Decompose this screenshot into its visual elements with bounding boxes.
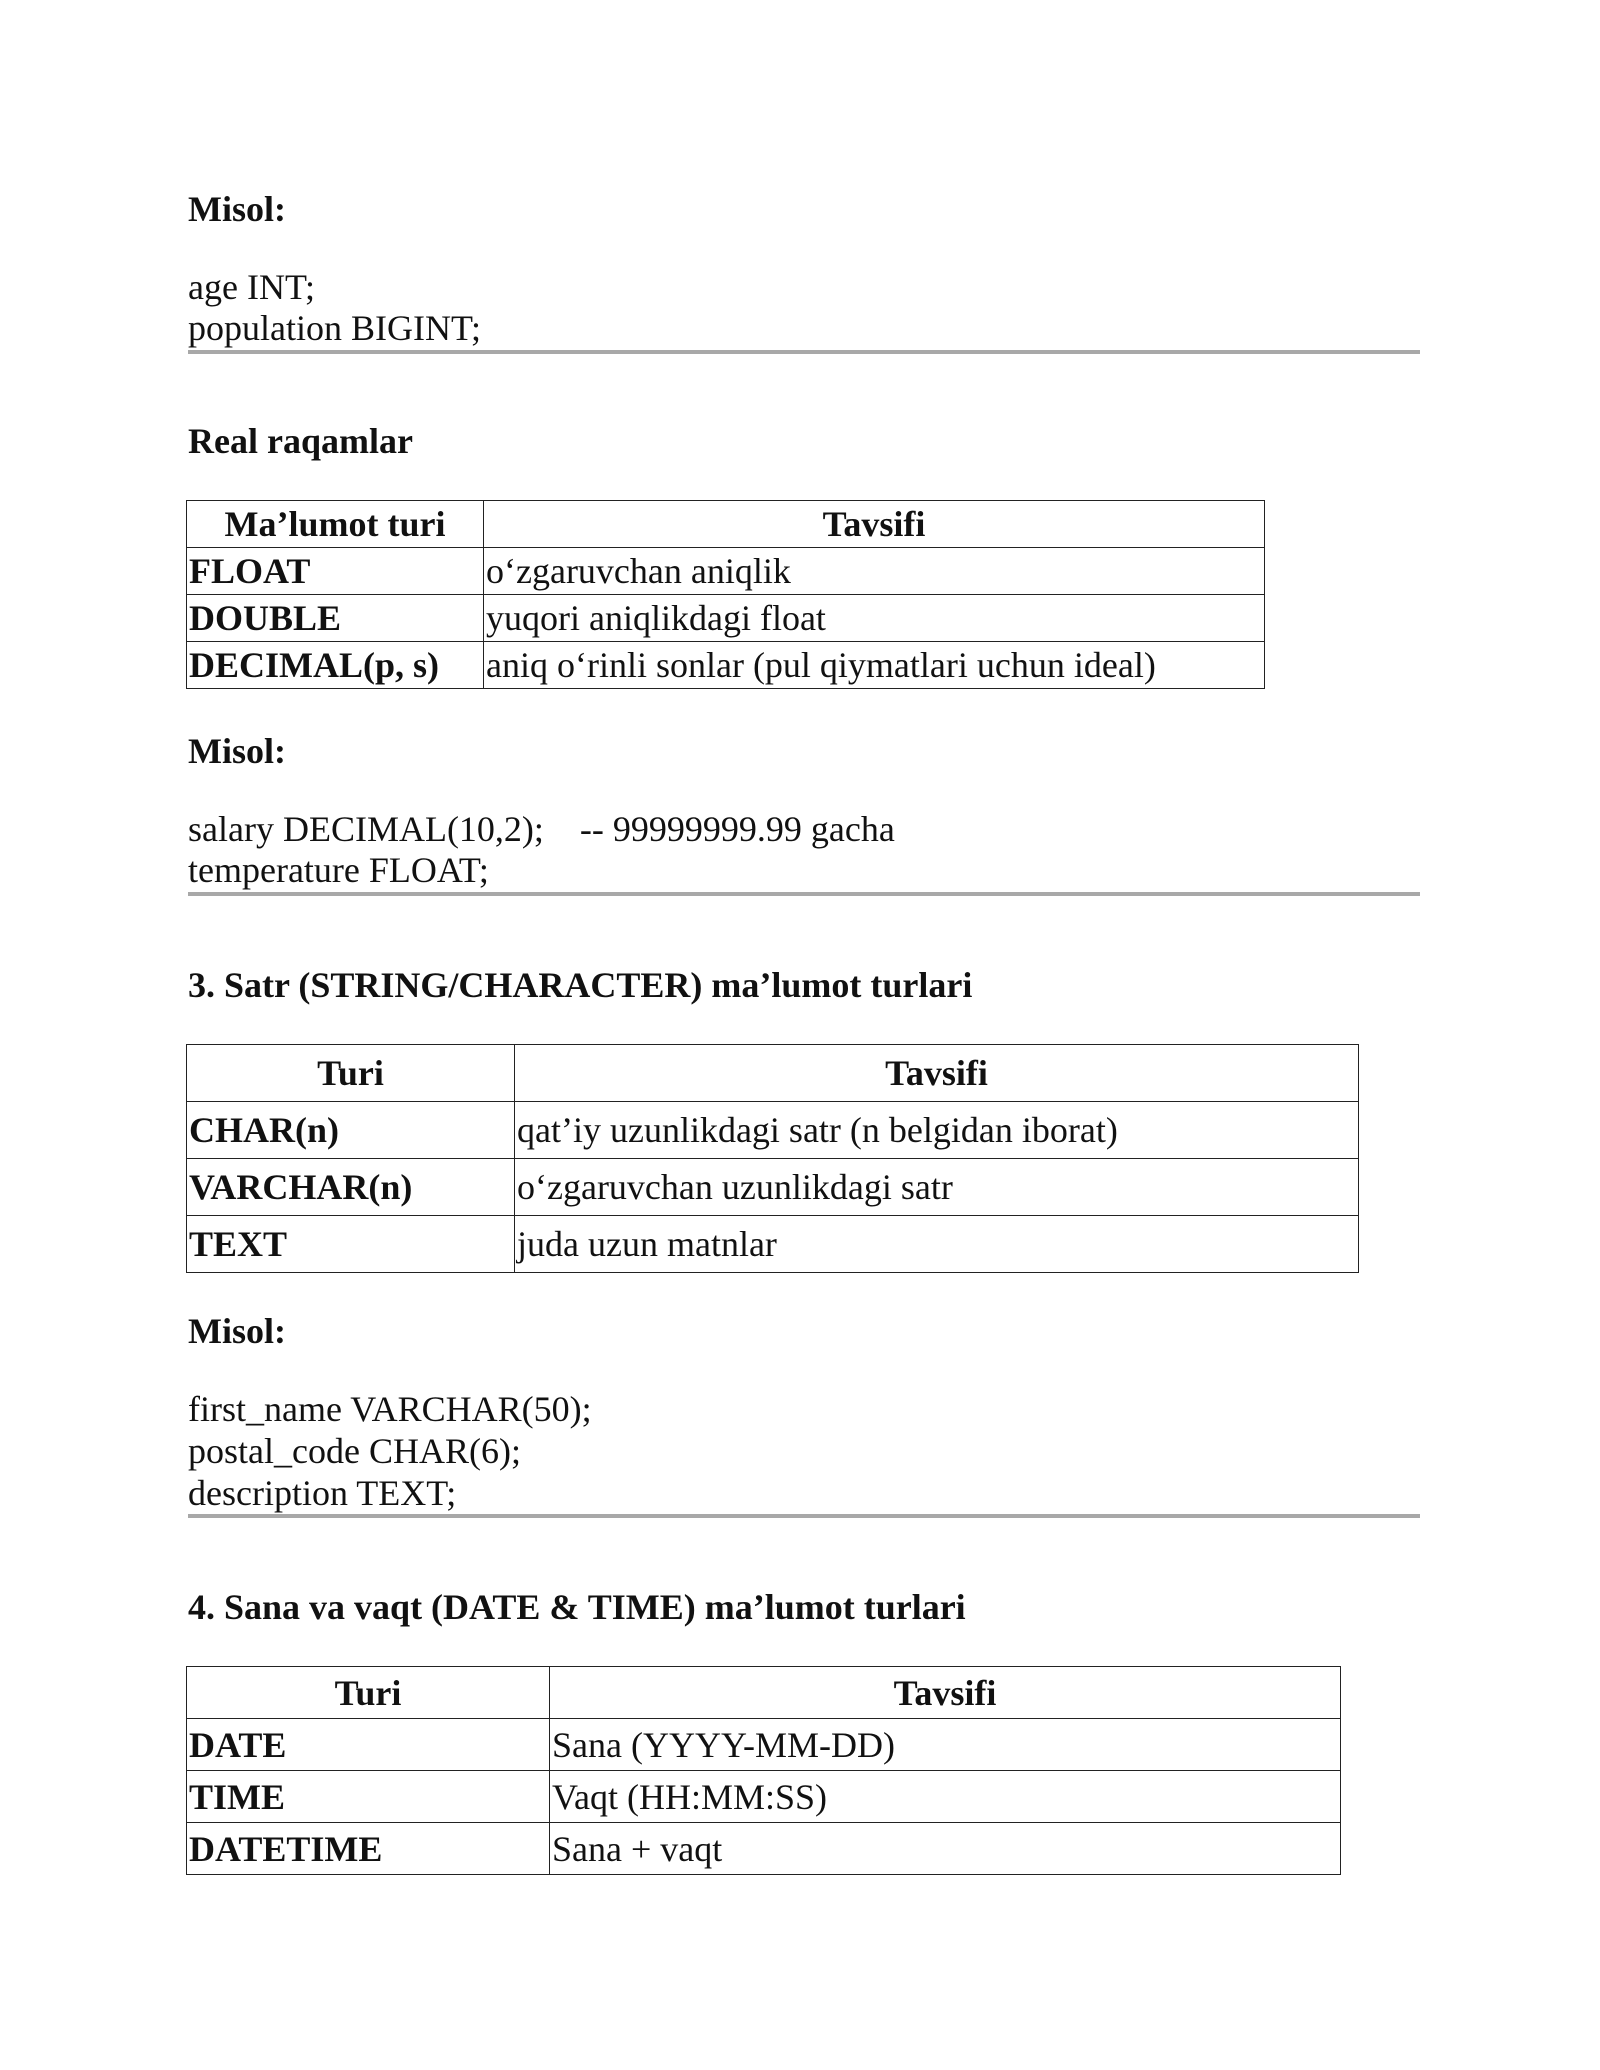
table-header-cell: Turi [187,1045,515,1102]
type-cell: DATETIME [187,1823,550,1875]
description-cell: yuqori aniqlikdagi float [484,595,1265,642]
horizontal-rule [188,892,1420,896]
code-line: salary DECIMAL(10,2); -- 99999999.99 gacha [188,809,895,849]
description-cell: Sana + vaqt [550,1823,1341,1875]
code-line: postal_code CHAR(6); [188,1431,521,1471]
horizontal-rule [188,1514,1420,1518]
description-cell: juda uzun matnlar [515,1216,1359,1273]
section-heading: 4. Sana va vaqt (DATE & TIME) ma’lumot turlari [188,1587,966,1627]
description-cell: Sana (YYYY-MM-DD) [550,1719,1341,1771]
table-header-row [187,501,1265,548]
string-types-table [186,1044,1359,1273]
table-row [187,642,1265,689]
type-cell: CHAR(n) [187,1102,515,1159]
table-header-row [187,1667,1341,1719]
real-types-table [186,500,1265,689]
code-line: first_name VARCHAR(50); [188,1389,592,1429]
table-row [187,1771,1341,1823]
code-line: age INT; [188,267,315,307]
example-heading: Misol: [188,731,286,771]
example-heading: Misol: [188,189,286,229]
table-header-cell: Ma’lumot turi [187,501,484,548]
table-header-cell: Turi [187,1667,550,1719]
table-row [187,1719,1341,1771]
type-cell: DECIMAL(p, s) [187,642,484,689]
horizontal-rule [188,350,1420,354]
table-row [187,548,1265,595]
table-row [187,595,1265,642]
table-row [187,1823,1341,1875]
example-heading: Misol: [188,1311,286,1351]
type-cell: TIME [187,1771,550,1823]
description-cell: aniq o‘rinli sonlar (pul qiymatlari uchun ideal) [484,642,1265,689]
type-cell: FLOAT [187,548,484,595]
type-cell: DOUBLE [187,595,484,642]
type-cell: TEXT [187,1216,515,1273]
section-heading: Real raqamlar [188,421,413,461]
table-header-row [187,1045,1359,1102]
description-cell: o‘zgaruvchan aniqlik [484,548,1265,595]
code-line: description TEXT; [188,1473,457,1513]
table-header-cell: Tavsifi [515,1045,1359,1102]
table-row [187,1216,1359,1273]
description-cell: qat’iy uzunlikdagi satr (n belgidan iborat) [515,1102,1359,1159]
table-row [187,1102,1359,1159]
table-header-cell: Tavsifi [484,501,1265,548]
table-row [187,1159,1359,1216]
code-line: population BIGINT; [188,308,481,348]
type-cell: DATE [187,1719,550,1771]
section-heading: 3. Satr (STRING/CHARACTER) ma’lumot turlari [188,965,973,1005]
table-header-cell: Tavsifi [550,1667,1341,1719]
code-line: temperature FLOAT; [188,850,489,890]
description-cell: Vaqt (HH:MM:SS) [550,1771,1341,1823]
description-cell: o‘zgaruvchan uzunlikdagi satr [515,1159,1359,1216]
datetime-types-table [186,1666,1341,1875]
type-cell: VARCHAR(n) [187,1159,515,1216]
